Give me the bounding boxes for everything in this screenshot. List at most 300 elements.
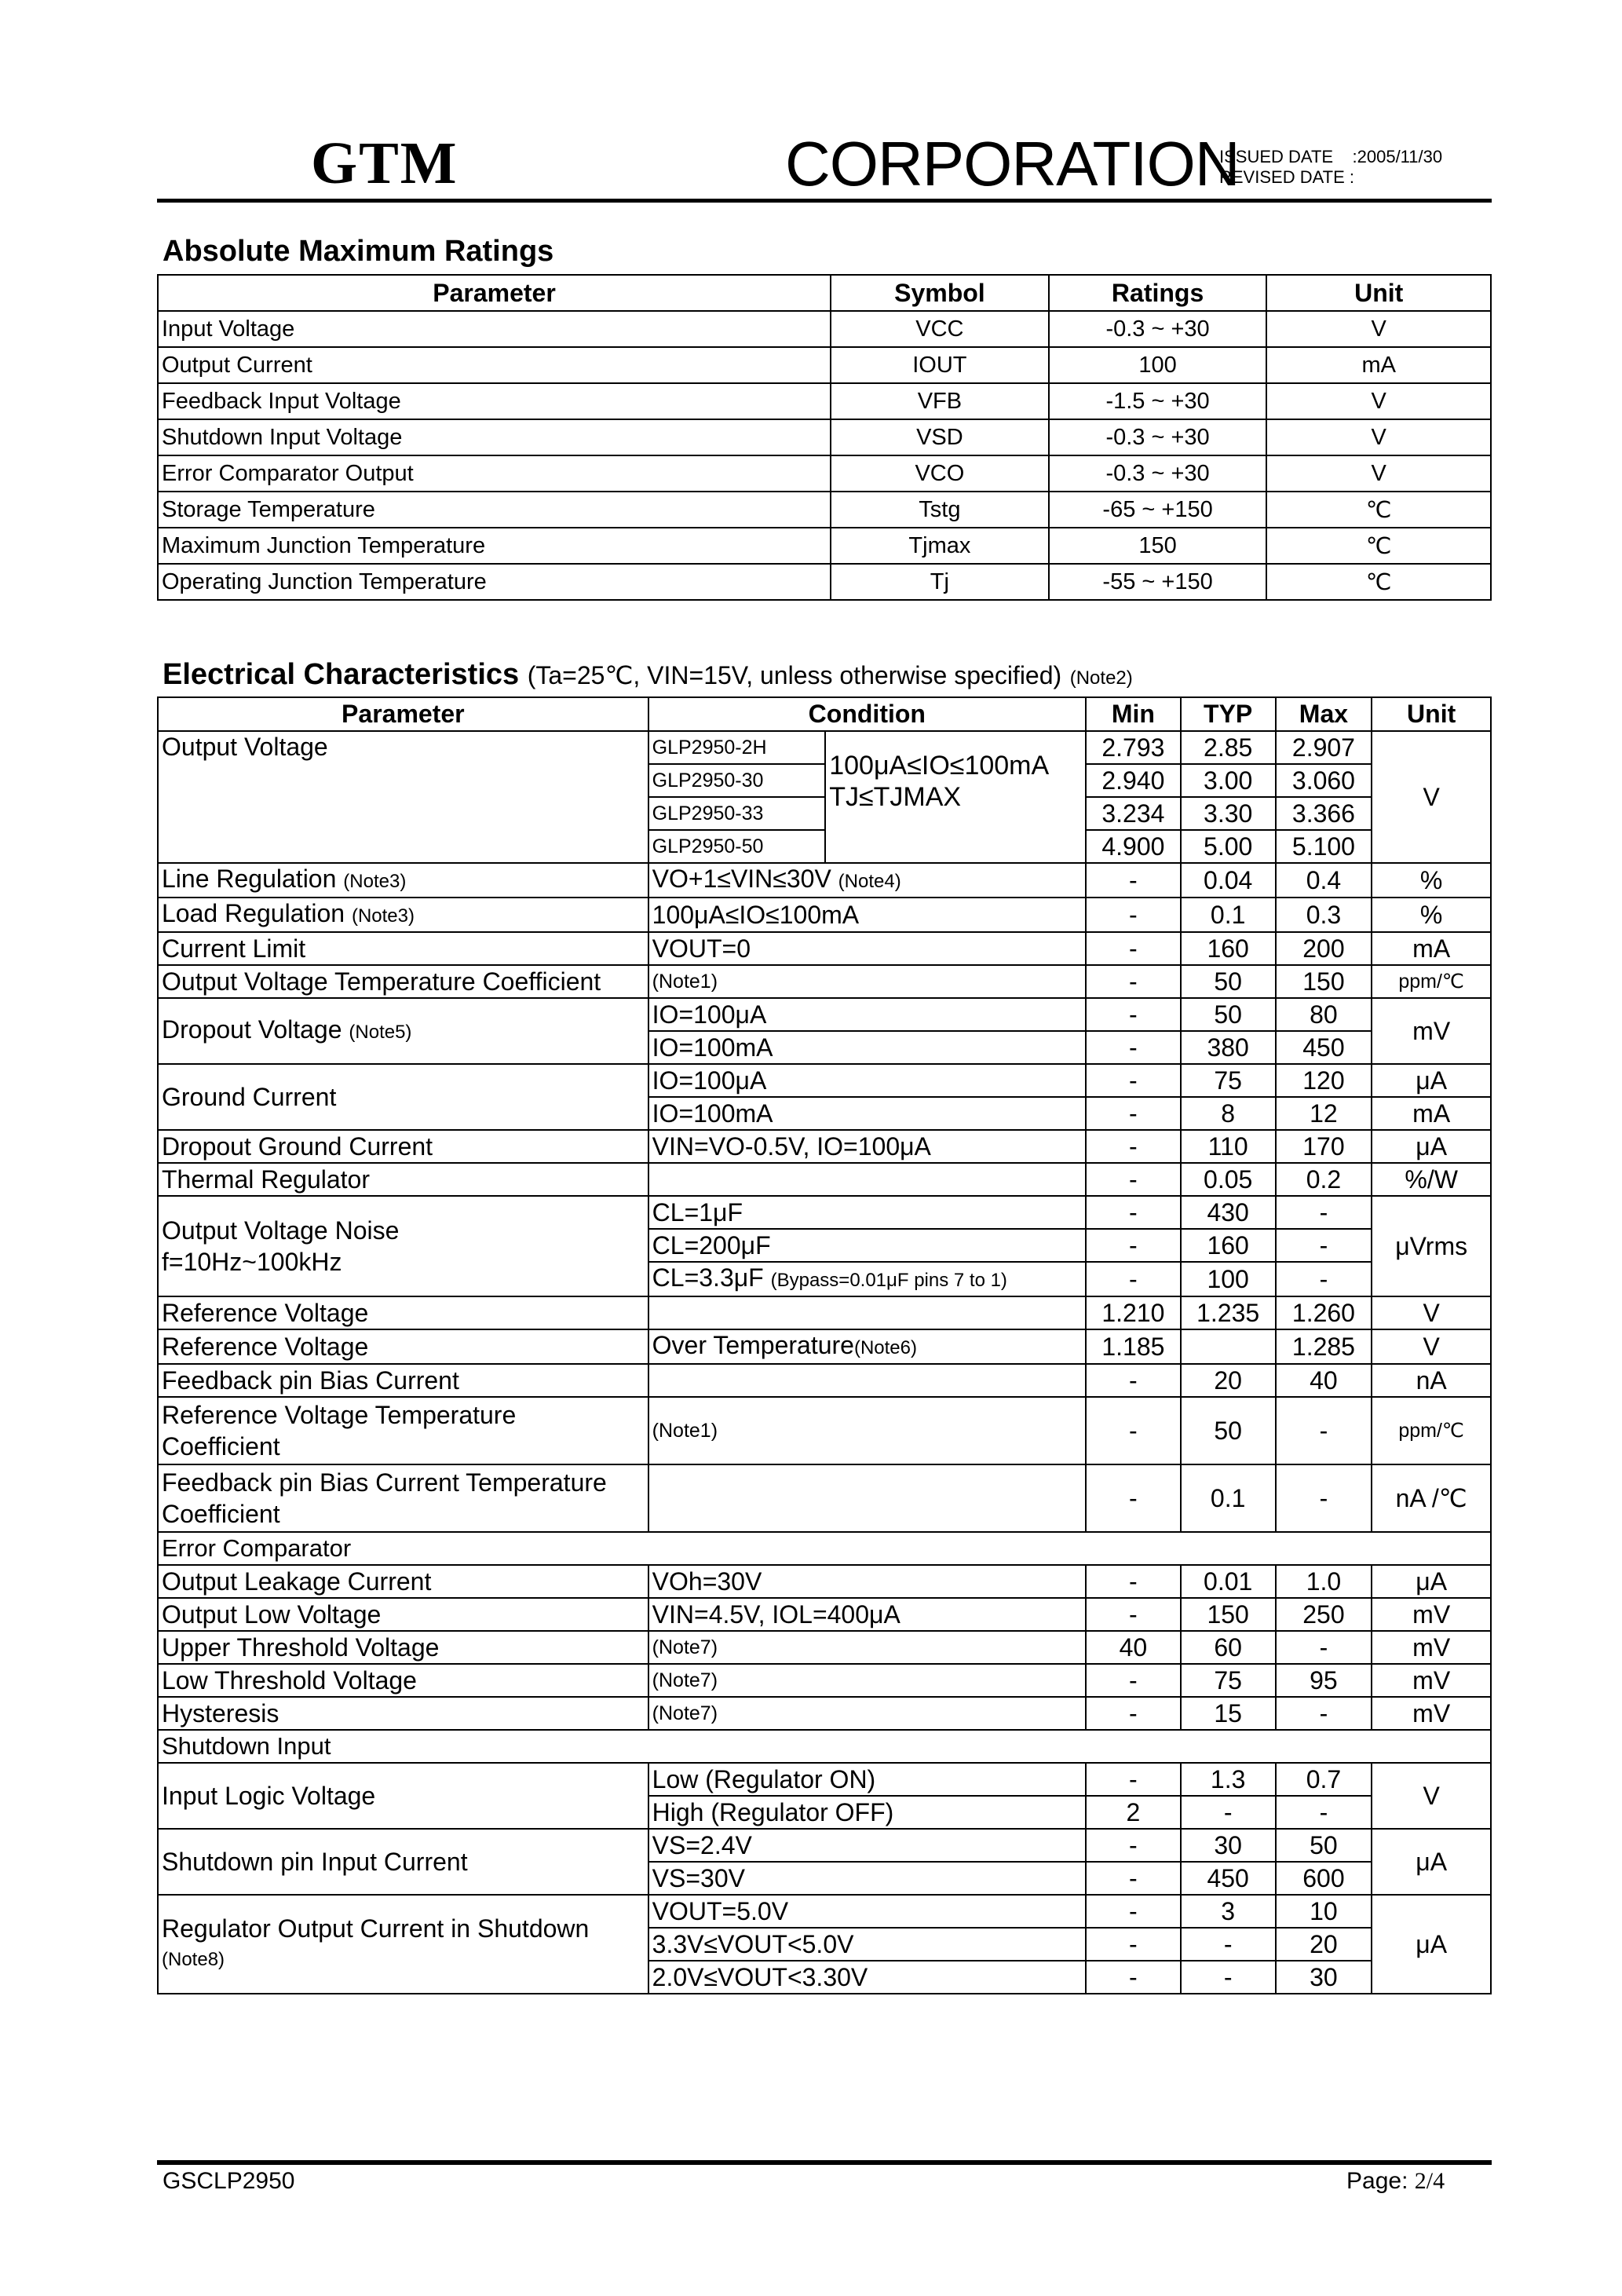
amr-unit-cell: V	[1266, 311, 1491, 347]
cond-cell	[648, 863, 1086, 898]
param-cell: Reference Voltage	[158, 1329, 648, 1364]
max-cell: 40	[1276, 1364, 1372, 1397]
param-cell: Current Limit	[158, 932, 648, 965]
typ-cell: 50	[1181, 998, 1276, 1031]
amr-symbol-cell: IOUT	[831, 347, 1049, 383]
cond-cell: IO=100μA	[648, 998, 1086, 1031]
typ-cell: 160	[1181, 932, 1276, 965]
cond-cell	[648, 1163, 1086, 1196]
amr-rating-cell: 150	[1049, 528, 1267, 564]
max-cell: 600	[1276, 1862, 1372, 1895]
cond-cell	[648, 1364, 1086, 1397]
amr-symbol-cell: Tj	[831, 564, 1049, 600]
revised-label: REVISED DATE :	[1219, 167, 1354, 187]
typ-cell: 1.3	[1181, 1763, 1276, 1796]
table-row	[158, 998, 1491, 1031]
cond-cell: (Note1)	[648, 1397, 1086, 1464]
ec-col-unit: Unit	[1372, 697, 1491, 731]
max-cell: 2.907	[1276, 731, 1372, 764]
param-note: (Note3)	[343, 871, 407, 892]
min-cell: -	[1086, 1598, 1181, 1631]
amr-rating-cell: -1.5 ~ +30	[1049, 383, 1267, 419]
table-row	[158, 1763, 1491, 1796]
max-cell: 0.4	[1276, 863, 1372, 898]
table-row	[158, 1895, 1491, 1928]
cond-cell: CL=1μF	[648, 1196, 1086, 1229]
cond-line: TJ≤TJMAX	[829, 782, 962, 812]
min-cell: -	[1086, 1697, 1181, 1730]
param-text: Load Regulation	[162, 899, 345, 927]
unit-cell: %	[1372, 898, 1491, 932]
min-cell: -	[1086, 1862, 1181, 1895]
min-cell: -	[1086, 1664, 1181, 1697]
company-name: CORPORATION	[785, 129, 1240, 199]
amr-symbol-cell: VSD	[831, 419, 1049, 455]
table-row	[158, 1631, 1491, 1664]
unit-cell: mA	[1372, 932, 1491, 965]
param-text-2: f=10Hz~100kHz	[162, 1248, 342, 1276]
section-label-error-comparator: Error Comparator	[158, 1532, 1491, 1565]
section-label-shutdown-input: Shutdown Input	[158, 1730, 1491, 1763]
max-cell: 3.366	[1276, 797, 1372, 830]
table-row	[158, 419, 1491, 455]
param-cell: Output Voltage Temperature Coefficient	[158, 965, 648, 998]
cond-cell: GLP2950-50	[648, 830, 826, 863]
max-cell: 1.285	[1276, 1329, 1372, 1364]
min-cell: 40	[1086, 1631, 1181, 1664]
cond-merged-cell	[825, 731, 1086, 863]
param-cell: Low Threshold Voltage	[158, 1664, 648, 1697]
ec-table	[157, 696, 1492, 1994]
amr-unit-cell: V	[1266, 455, 1491, 492]
cond-cell	[648, 1262, 1086, 1296]
max-cell: -	[1276, 1397, 1372, 1464]
max-cell: 450	[1276, 1031, 1372, 1064]
amr-param-cell: Feedback Input Voltage	[158, 383, 831, 419]
amr-param-cell: Output Current	[158, 347, 831, 383]
max-cell: 20	[1276, 1928, 1372, 1961]
amr-symbol-cell: VCC	[831, 311, 1049, 347]
param-cell: Input Logic Voltage	[158, 1763, 648, 1829]
header-rule	[157, 199, 1492, 203]
min-cell: -	[1086, 1031, 1181, 1064]
cond-cell: (Note7)	[648, 1631, 1086, 1664]
min-cell: -	[1086, 1229, 1181, 1262]
param-note: (Note3)	[351, 905, 415, 927]
min-cell: -	[1086, 965, 1181, 998]
cond-line: 100μA≤IO≤100mA	[829, 751, 1050, 781]
max-cell: 1.0	[1276, 1565, 1372, 1598]
param-text: Line Regulation	[162, 865, 337, 893]
max-cell: -	[1276, 1464, 1372, 1532]
param-cell: Output Leakage Current	[158, 1565, 648, 1598]
amr-col-ratings: Ratings	[1049, 275, 1267, 311]
param-text-2: Coefficient	[162, 1500, 280, 1528]
param-cell: Feedback pin Bias Current	[158, 1364, 648, 1397]
cond-cell: IO=100μA	[648, 1064, 1086, 1097]
typ-cell: 2.85	[1181, 731, 1276, 764]
unit-cell: mV	[1372, 1664, 1491, 1697]
min-cell: 2.793	[1086, 731, 1181, 764]
unit-cell: ppm/℃	[1372, 1397, 1491, 1464]
amr-rating-cell: -55 ~ +150	[1049, 564, 1267, 600]
ec-title-text: Electrical Characteristics	[163, 658, 520, 691]
ec-header-row	[158, 697, 1491, 731]
typ-cell: 0.05	[1181, 1163, 1276, 1196]
min-cell: -	[1086, 1763, 1181, 1796]
param-cell	[158, 1464, 648, 1532]
typ-cell: -	[1181, 1928, 1276, 1961]
param-cell	[158, 863, 648, 898]
table-row	[158, 1598, 1491, 1631]
table-row	[158, 1329, 1491, 1364]
section-row	[158, 1532, 1491, 1565]
unit-cell: μA	[1372, 1829, 1491, 1895]
cond-cell: VOh=30V	[648, 1565, 1086, 1598]
min-cell: -	[1086, 1064, 1181, 1097]
ec-title	[163, 658, 1133, 692]
typ-cell: 160	[1181, 1229, 1276, 1262]
unit-cell: μA	[1372, 1565, 1491, 1598]
param-note: (Note8)	[162, 1949, 225, 1970]
unit-cell: mV	[1372, 1598, 1491, 1631]
cond-note: (Note6)	[853, 1337, 917, 1358]
min-cell: -	[1086, 932, 1181, 965]
min-cell: -	[1086, 1464, 1181, 1532]
typ-cell: 8	[1181, 1097, 1276, 1130]
cond-cell: (Note1)	[648, 965, 1086, 998]
min-cell: -	[1086, 1928, 1181, 1961]
cond-cell: VS=30V	[648, 1862, 1086, 1895]
amr-unit-cell: V	[1266, 419, 1491, 455]
min-cell: -	[1086, 1262, 1181, 1296]
unit-cell: V	[1372, 1329, 1491, 1364]
table-row	[158, 455, 1491, 492]
ec-col-parameter: Parameter	[158, 697, 648, 731]
unit-cell: mV	[1372, 998, 1491, 1064]
param-text-2: Coefficient	[162, 1432, 280, 1461]
document-id: GSCLP2950	[163, 2168, 295, 2194]
max-cell: 30	[1276, 1961, 1372, 1994]
typ-cell: 100	[1181, 1262, 1276, 1296]
cond-cell: VOUT=5.0V	[648, 1895, 1086, 1928]
min-cell: -	[1086, 1163, 1181, 1196]
cond-note: (Bypass=0.01μF pins 7 to 1)	[770, 1270, 1007, 1291]
typ-cell: 5.00	[1181, 830, 1276, 863]
param-cell	[158, 1397, 648, 1464]
cond-cell	[648, 1464, 1086, 1532]
min-cell: -	[1086, 1895, 1181, 1928]
max-cell: 80	[1276, 998, 1372, 1031]
table-row	[158, 564, 1491, 600]
cond-cell: Low (Regulator ON)	[648, 1763, 1086, 1796]
cond-text: CL=3.3μF	[652, 1263, 764, 1292]
table-row	[158, 1697, 1491, 1730]
max-cell: 95	[1276, 1664, 1372, 1697]
min-cell: -	[1086, 1397, 1181, 1464]
typ-cell: 15	[1181, 1697, 1276, 1730]
cond-note: (Note4)	[838, 871, 901, 892]
table-row	[158, 1064, 1491, 1097]
typ-cell: 0.1	[1181, 1464, 1276, 1532]
cond-cell: GLP2950-33	[648, 797, 826, 830]
typ-cell: 0.04	[1181, 863, 1276, 898]
amr-unit-cell: ℃	[1266, 564, 1491, 600]
param-cell	[158, 998, 648, 1064]
max-cell: 0.2	[1276, 1163, 1372, 1196]
min-cell: 2	[1086, 1796, 1181, 1829]
unit-cell: %/W	[1372, 1163, 1491, 1196]
issued-label: ISSUED DATE	[1219, 147, 1334, 166]
unit-cell: μVrms	[1372, 1196, 1491, 1296]
max-cell: -	[1276, 1196, 1372, 1229]
cond-cell: VS=2.4V	[648, 1829, 1086, 1862]
min-cell: 1.185	[1086, 1329, 1181, 1364]
amr-symbol-cell: VCO	[831, 455, 1049, 492]
min-cell: -	[1086, 863, 1181, 898]
company-logo: GTM	[311, 130, 458, 196]
cond-cell: CL=200μF	[648, 1229, 1086, 1262]
table-row	[158, 932, 1491, 965]
cond-cell: 3.3V≤VOUT<5.0V	[648, 1928, 1086, 1961]
unit-cell: mA	[1372, 1097, 1491, 1130]
table-row	[158, 492, 1491, 528]
max-cell: -	[1276, 1631, 1372, 1664]
param-note: (Note5)	[349, 1022, 412, 1043]
amr-param-cell: Error Comparator Output	[158, 455, 831, 492]
cond-cell: VOUT=0	[648, 932, 1086, 965]
max-cell: 150	[1276, 965, 1372, 998]
unit-cell: ppm/℃	[1372, 965, 1491, 998]
ec-col-min: Min	[1086, 697, 1181, 731]
min-cell: -	[1086, 1565, 1181, 1598]
unit-cell: nA	[1372, 1364, 1491, 1397]
max-cell: 5.100	[1276, 830, 1372, 863]
ec-col-max: Max	[1276, 697, 1372, 731]
amr-rating-cell: -65 ~ +150	[1049, 492, 1267, 528]
max-cell: 3.060	[1276, 764, 1372, 797]
cond-cell: High (Regulator OFF)	[648, 1796, 1086, 1829]
table-row	[158, 383, 1491, 419]
param-cell: Output Voltage	[158, 731, 648, 863]
min-cell: 2.940	[1086, 764, 1181, 797]
min-cell: -	[1086, 1196, 1181, 1229]
amr-param-cell: Operating Junction Temperature	[158, 564, 831, 600]
typ-cell: 50	[1181, 965, 1276, 998]
unit-cell: V	[1372, 1763, 1491, 1829]
table-row	[158, 1664, 1491, 1697]
min-cell: -	[1086, 1130, 1181, 1163]
typ-cell: 430	[1181, 1196, 1276, 1229]
unit-cell: mV	[1372, 1631, 1491, 1664]
cond-cell: (Note7)	[648, 1664, 1086, 1697]
typ-cell: 3.30	[1181, 797, 1276, 830]
page-number	[1346, 2168, 1445, 2195]
unit-cell: μA	[1372, 1064, 1491, 1097]
max-cell: -	[1276, 1796, 1372, 1829]
max-cell: 0.7	[1276, 1763, 1372, 1796]
table-row	[158, 1829, 1491, 1862]
cond-cell: GLP2950-2H	[648, 731, 826, 764]
min-cell: -	[1086, 1364, 1181, 1397]
table-row	[158, 1464, 1491, 1532]
amr-rating-cell: -0.3 ~ +30	[1049, 455, 1267, 492]
typ-cell: 1.235	[1181, 1296, 1276, 1329]
typ-cell: 0.1	[1181, 898, 1276, 932]
param-cell: Shutdown pin Input Current	[158, 1829, 648, 1895]
unit-cell: V	[1372, 731, 1491, 863]
amr-unit-cell: ℃	[1266, 528, 1491, 564]
table-row	[158, 1130, 1491, 1163]
max-cell: 12	[1276, 1097, 1372, 1130]
amr-col-parameter: Parameter	[158, 275, 831, 311]
table-row	[158, 1364, 1491, 1397]
unit-cell: μA	[1372, 1895, 1491, 1994]
cond-cell: IO=100mA	[648, 1097, 1086, 1130]
typ-cell: 450	[1181, 1862, 1276, 1895]
ec-title-condition: (Ta=25℃, VIN=15V, unless otherwise specified)	[527, 661, 1062, 689]
param-cell: Dropout Ground Current	[158, 1130, 648, 1163]
min-cell: -	[1086, 1961, 1181, 1994]
max-cell: 120	[1276, 1064, 1372, 1097]
max-cell: 250	[1276, 1598, 1372, 1631]
typ-cell: 75	[1181, 1664, 1276, 1697]
issued-value: :2005/11/30	[1352, 147, 1443, 166]
table-row	[158, 898, 1491, 932]
param-cell: Ground Current	[158, 1064, 648, 1130]
table-row	[158, 347, 1491, 383]
max-cell: -	[1276, 1697, 1372, 1730]
max-cell: 1.260	[1276, 1296, 1372, 1329]
amr-unit-cell: V	[1266, 383, 1491, 419]
param-cell: Output Low Voltage	[158, 1598, 648, 1631]
typ-cell: -	[1181, 1961, 1276, 1994]
typ-cell: 75	[1181, 1064, 1276, 1097]
unit-cell: V	[1372, 1296, 1491, 1329]
max-cell: 200	[1276, 932, 1372, 965]
cond-cell: 2.0V≤VOUT<3.30V	[648, 1961, 1086, 1994]
ec-col-typ: TYP	[1181, 697, 1276, 731]
param-cell	[158, 1196, 648, 1296]
table-row	[158, 528, 1491, 564]
page-value: 2/4	[1414, 2168, 1445, 2194]
param-cell	[158, 1895, 648, 1994]
param-text: Dropout Voltage	[162, 1015, 342, 1044]
typ-cell: 110	[1181, 1130, 1276, 1163]
ec-col-condition: Condition	[648, 697, 1086, 731]
param-cell: Upper Threshold Voltage	[158, 1631, 648, 1664]
max-cell: 50	[1276, 1829, 1372, 1862]
max-cell: -	[1276, 1229, 1372, 1262]
min-cell: 1.210	[1086, 1296, 1181, 1329]
param-cell: Hysteresis	[158, 1697, 648, 1730]
cond-cell: VIN=VO-0.5V, IO=100μA	[648, 1130, 1086, 1163]
cond-cell: VIN=4.5V, IOL=400μA	[648, 1598, 1086, 1631]
param-cell: Thermal Regulator	[158, 1163, 648, 1196]
amr-symbol-cell: Tjmax	[831, 528, 1049, 564]
min-cell: 4.900	[1086, 830, 1181, 863]
amr-param-cell: Shutdown Input Voltage	[158, 419, 831, 455]
cond-cell	[648, 1296, 1086, 1329]
amr-unit-cell: mA	[1266, 347, 1491, 383]
unit-cell: mV	[1372, 1697, 1491, 1730]
table-row	[158, 965, 1491, 998]
param-text: Reference Voltage Temperature	[162, 1401, 517, 1429]
amr-symbol-cell: VFB	[831, 383, 1049, 419]
issue-dates	[1219, 147, 1442, 188]
amr-title: Absolute Maximum Ratings	[163, 235, 554, 268]
table-row	[158, 1163, 1491, 1196]
amr-col-symbol: Symbol	[831, 275, 1049, 311]
max-cell: 10	[1276, 1895, 1372, 1928]
typ-cell: 60	[1181, 1631, 1276, 1664]
table-row	[158, 1196, 1491, 1229]
param-cell	[158, 898, 648, 932]
unit-cell: μA	[1372, 1130, 1491, 1163]
min-cell: 3.234	[1086, 797, 1181, 830]
table-row	[158, 311, 1491, 347]
cond-text: VO+1≤VIN≤30V	[652, 865, 831, 893]
section-row	[158, 1730, 1491, 1763]
min-cell: -	[1086, 898, 1181, 932]
param-cell: Reference Voltage	[158, 1296, 648, 1329]
max-cell: 170	[1276, 1130, 1372, 1163]
typ-cell: -	[1181, 1796, 1276, 1829]
cond-text: Over Temperature	[652, 1331, 854, 1359]
min-cell: -	[1086, 998, 1181, 1031]
typ-cell: 50	[1181, 1397, 1276, 1464]
max-cell: -	[1276, 1262, 1372, 1296]
amr-rating-cell: -0.3 ~ +30	[1049, 311, 1267, 347]
cond-cell: 100μA≤IO≤100mA	[648, 898, 1086, 932]
cond-cell	[648, 1329, 1086, 1364]
min-cell: -	[1086, 1829, 1181, 1862]
cond-cell: GLP2950-30	[648, 764, 826, 797]
page-label: Page:	[1346, 2168, 1415, 2194]
ec-title-note: (Note2)	[1069, 667, 1133, 689]
typ-cell: 20	[1181, 1364, 1276, 1397]
cond-cell: (Note7)	[648, 1697, 1086, 1730]
amr-header-row	[158, 275, 1491, 311]
table-row	[158, 731, 1491, 764]
unit-cell: nA /℃	[1372, 1464, 1491, 1532]
table-row	[158, 1296, 1491, 1329]
amr-param-cell: Storage Temperature	[158, 492, 831, 528]
typ-cell: 30	[1181, 1829, 1276, 1862]
unit-cell: %	[1372, 863, 1491, 898]
footer-rule	[157, 2160, 1492, 2165]
amr-rating-cell: 100	[1049, 347, 1267, 383]
amr-param-cell: Input Voltage	[158, 311, 831, 347]
cond-cell: IO=100mA	[648, 1031, 1086, 1064]
max-cell: 0.3	[1276, 898, 1372, 932]
amr-col-unit: Unit	[1266, 275, 1491, 311]
typ-cell: 3.00	[1181, 764, 1276, 797]
param-text: Output Voltage Noise	[162, 1216, 400, 1245]
typ-cell: 0.01	[1181, 1565, 1276, 1598]
amr-param-cell: Maximum Junction Temperature	[158, 528, 831, 564]
typ-cell: 3	[1181, 1895, 1276, 1928]
typ-cell	[1181, 1329, 1276, 1364]
typ-cell: 380	[1181, 1031, 1276, 1064]
amr-symbol-cell: Tstg	[831, 492, 1049, 528]
amr-rating-cell: -0.3 ~ +30	[1049, 419, 1267, 455]
param-text: Regulator Output Current in Shutdown	[162, 1914, 590, 1943]
table-row	[158, 863, 1491, 898]
min-cell: -	[1086, 1097, 1181, 1130]
table-row	[158, 1397, 1491, 1464]
amr-unit-cell: ℃	[1266, 492, 1491, 528]
